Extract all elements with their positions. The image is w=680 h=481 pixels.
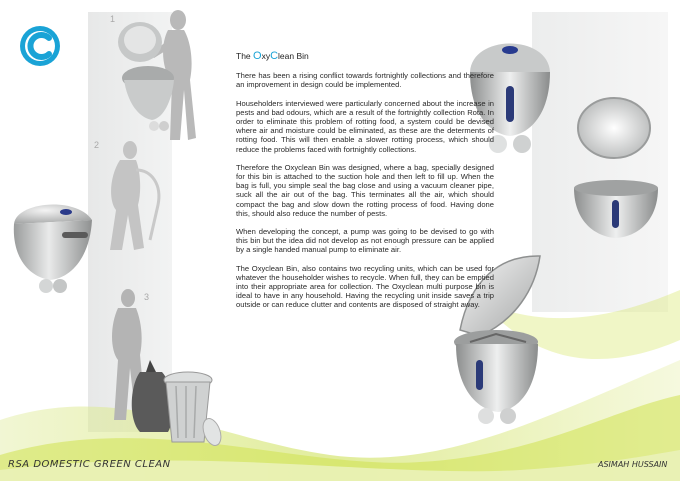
title-prefix: The xyxy=(236,51,254,61)
paragraph: When developing the concept, a pump was going to be devised to go with this bin but the idea did not develop as not enough pressure can be applied by a single handed manual pump to eliminate air. xyxy=(236,227,494,255)
author-name-footer: ASIMAH HUSSAIN xyxy=(598,460,668,469)
title-c-letter: C xyxy=(270,50,279,62)
article-text xyxy=(236,52,494,319)
step-number-3: 3 xyxy=(144,292,150,302)
open-bin-step-3 xyxy=(162,370,222,450)
project-title-footer: RSA DOMESTIC GREEN CLEAN xyxy=(8,459,171,470)
paragraph: Householders interviewed were particularly concerned about the increase in pests and bad odours, which are a result of the fortnightly collection Rota. In order to eliminate this problem of rotting food, a system could be devised where air and moisture could be eliminated, as these are the determents of rotting food. This will then enable a slower rotting process, which should reduce the problems faced with fortnightly collections. xyxy=(236,98,494,154)
oxyclean-logo xyxy=(18,24,62,68)
paragraph: Therefore the Oxyclean Bin was designed, where a bag, specially designed for this bin is attached to the suction hole and then left to fill up. When the bag is full, you simple seal the bag close and using a vacuum cleaner pipe, suck all the air out of the bag. This terminates all the air, which should compact the bag and slow down the rotting process of food. Having done this, should also reduce the number of pests. xyxy=(236,162,494,218)
person-silhouette-2 xyxy=(110,141,159,250)
bin-render-step-2 xyxy=(6,196,106,301)
step-number-1: 1 xyxy=(110,14,116,24)
title-suffix: lean Bin xyxy=(278,51,309,61)
paragraph: The Oxyclean Bin, also contains two recycling units, which can be used for whatever the householder wishes to recycle. When full, they can be emptied into their appropriate area for collection. The Oxyclean multi purpose bin is ideal to have in any household. Having the recycling unit inside saves a trip outside or can reduce clutter and contents are disposed of straight away. xyxy=(236,263,494,310)
title-o-letter: O xyxy=(253,50,262,62)
title-mid: xy xyxy=(261,51,271,61)
paragraph: There has been a rising conflict towards fortnightly collections and therefore an improvement in design could be implemented. xyxy=(236,71,494,90)
step-number-2: 2 xyxy=(94,140,100,150)
bin-render-open-lid xyxy=(566,92,666,242)
article-title xyxy=(236,52,494,61)
